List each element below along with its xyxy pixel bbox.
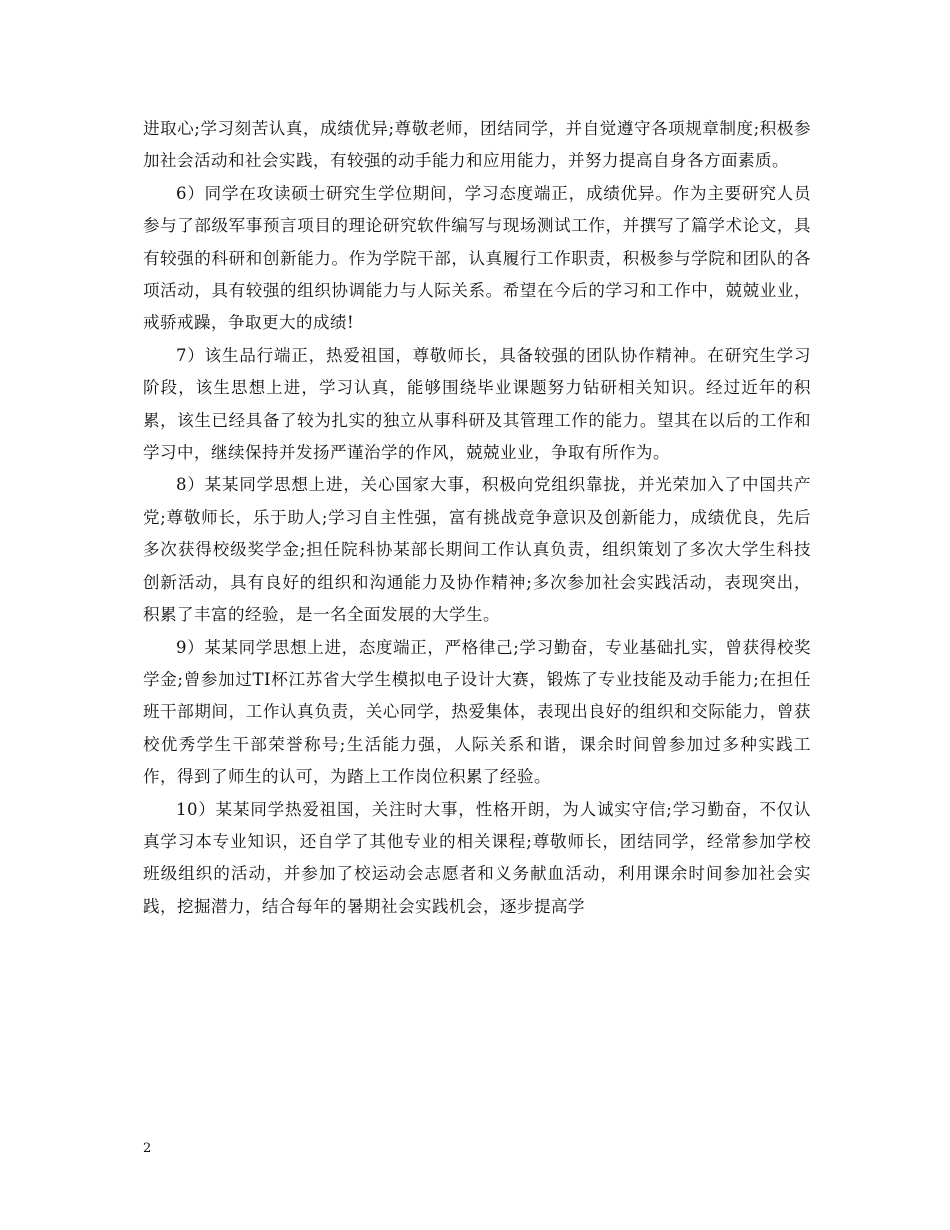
- paragraph-5: 9）某某同学思想上进，态度端正，严格律己;学习勤奋，专业基础扎实，曾获得校奖学金;曾参加过TI杯江苏省大学生模拟电子设计大赛，锻炼了专业技能及动手能力;在担任班干部期间，工作认真负责，关心同学，热爱集体，表现出良好的组织和交际能力，曾获校优秀学生干部荣誉称号;生活能力强，人际关系和谐，课余时间曾参加过多种实践工作，得到了师生的认可，为踏上工作岗位积累了经验。: [143, 637, 811, 787]
- paragraph-2: 6）同学在攻读硕士研究生学位期间，学习态度端正，成绩优异。作为主要研究人员参与了部级军事预言项目的理论研究软件编写与现场测试工作，并撰写了篇学术论文，具有较强的科研和创新能力。作为学院干部，认真履行工作职责，积极参与学院和团队的各项活动，具有较强的组织协调能力与人际关系。希望在今后的学习和工作中，兢兢业业，戒骄戒躁，争取更大的成绩!: [143, 183, 811, 333]
- paragraph-6: 10）某某同学热爱祖国，关注时大事，性格开朗，为人诚实守信;学习勤奋，不仅认真学习本专业知识，还自学了其他专业的相关课程;尊敬师长，团结同学，经常参加学校班级组织的活动，并参加了校运动会志愿者和义务献血活动，利用课余时间参加社会实践，挖掘潜力，结合每年的暑期社会实践机会，逐步提高学: [143, 799, 811, 916]
- paragraph-3: 7）该生品行端正，热爱祖国，尊敬师长，具备较强的团队协作精神。在研究生学习阶段，该生思想上进，学习认真，能够围绕毕业课题努力钻研相关知识。经过近年的积累，该生已经具备了较为扎实的独立从事科研及其管理工作的能力。望其在以后的工作和学习中，继续保持并发扬严谨治学的作风，兢兢业业，争取有所作为。: [143, 345, 811, 463]
- document-body: [143, 113, 811, 923]
- page-number: 2: [143, 1141, 152, 1156]
- paragraph-4: 8）某某同学思想上进，关心国家大事，积极向党组织靠拢，并光荣加入了中国共产党;尊敬师长，乐于助人;学习自主性强，富有挑战竞争意识及创新能力，成绩优良，先后多次获得校级奖学金;担任院科协某部长期间工作认真负责，组织策划了多次大学生科技创新活动，具有良好的组织和沟通能力及协作精神;多次参加社会实践活动，表现突出，积累了丰富的经验，是一名全面发展的大学生。: [143, 475, 811, 625]
- paragraph-1: 进取心;学习刻苦认真，成绩优异;尊敬老师，团结同学，并自觉遵守各项规章制度;积极参加社会活动和社会实践，有较强的动手能力和应用能力，并努力提高自身各方面素质。: [143, 119, 811, 171]
